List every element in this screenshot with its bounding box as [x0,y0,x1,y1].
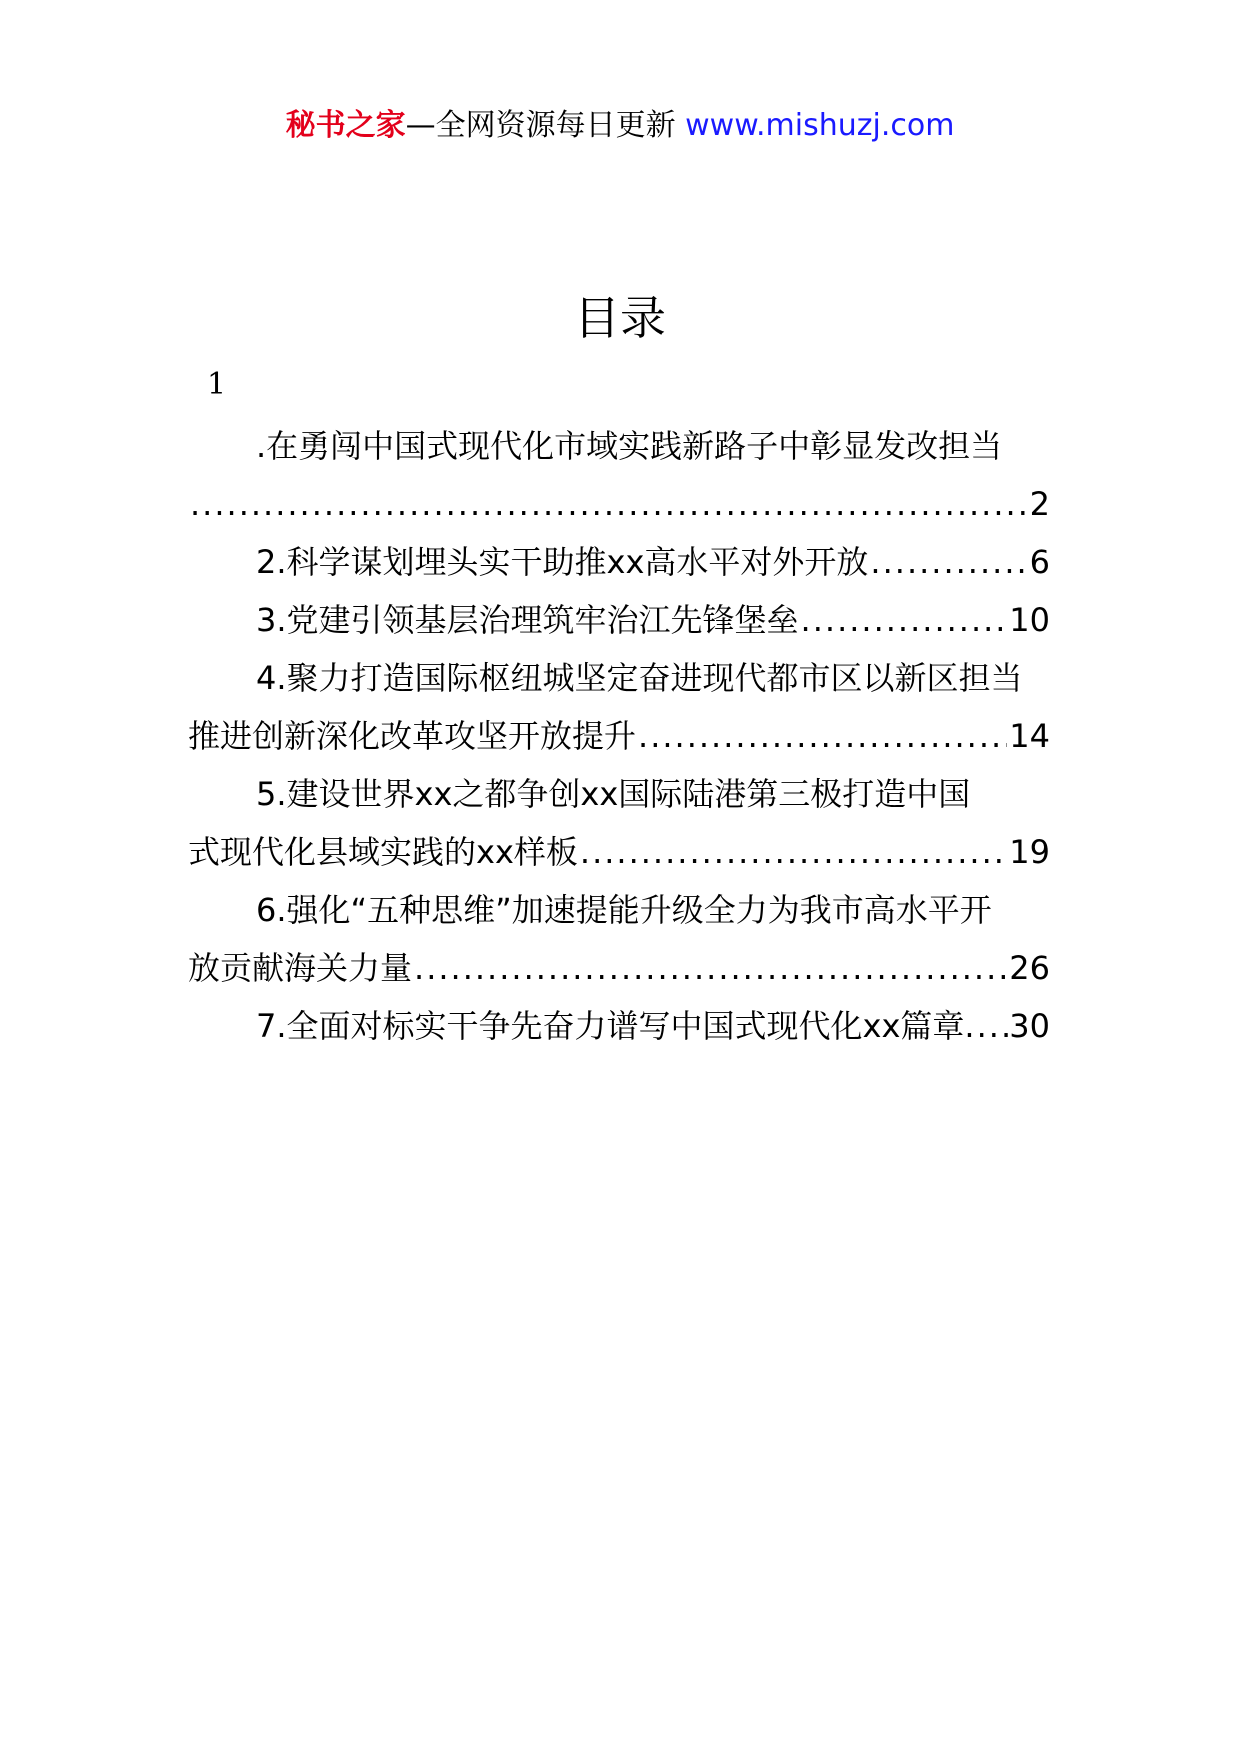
toc-entry-title-continuation: 式现代化县域实践的xx样板 [188,833,578,871]
site-tagline: —全网资源每日更新 [405,108,676,143]
dot-leader [414,939,1007,997]
toc-entry-page: 30 [1009,1007,1050,1045]
toc-entry-title: 6.强化“五种思维”加速提能升级全力为我市高水平开 [256,891,992,929]
toc-entry-title: 3.党建引领基层治理筑牢治江先锋堡垒 [256,601,799,639]
site-url-link[interactable]: www.mishuzj.com [685,108,955,143]
toc-first-number: 1 [207,367,227,402]
dot-leader [870,533,1027,591]
dot-leader [190,475,1028,533]
dot-leader [638,707,1007,765]
toc-entry-6[interactable] [188,881,1050,939]
toc-entry-7[interactable] [188,997,1050,1055]
toc-entry-title: 2.科学谋划埋头实干助推xx高水平对外开放 [256,543,869,581]
toc-entry-title-continuation: 放贡献海关力量 [188,949,413,987]
toc-entry-title: 7.全面对标实干争先奋力谱写中国式现代化xx篇章 [256,1007,965,1045]
page-title: 目录 [574,291,666,345]
toc-entry-page: 6 [1029,543,1050,581]
toc-entry-title: 4.聚力打造国际枢纽城坚定奋进现代都市区以新区担当 [256,659,1023,697]
toc-entry-5-continuation[interactable] [188,823,1050,881]
dot-leader [580,823,1007,881]
toc-entry-6-continuation[interactable] [188,939,1050,997]
toc-entry-title: 5.建设世界xx之都争创xx国际陆港第三极打造中国 [256,775,971,813]
toc-entry-1[interactable] [188,417,1050,475]
site-header [0,106,1240,146]
toc-entry-4[interactable] [188,649,1050,707]
toc-entry-title-continuation: 推进创新深化改革攻坚开放提升 [188,717,637,755]
toc-entry-5[interactable] [188,765,1050,823]
site-brand: 秘书之家 [285,108,406,143]
toc-entry-2[interactable] [188,533,1050,591]
toc-entry-page: 19 [1009,833,1050,871]
toc-entry-page: 2 [1029,485,1050,523]
toc-entry-3[interactable] [188,591,1050,649]
toc-entry-page: 26 [1009,949,1050,987]
dot-leader [801,591,1008,649]
toc-entry-1-leader[interactable] [188,475,1050,533]
toc-entry-page: 10 [1009,601,1050,639]
toc-entry-page: 14 [1009,717,1050,755]
toc-entry-4-continuation[interactable] [188,707,1050,765]
toc-entry-title: .在勇闯中国式现代化市域实践新路子中彰显发改担当 [256,427,1003,465]
dot-leader [964,997,1009,1055]
